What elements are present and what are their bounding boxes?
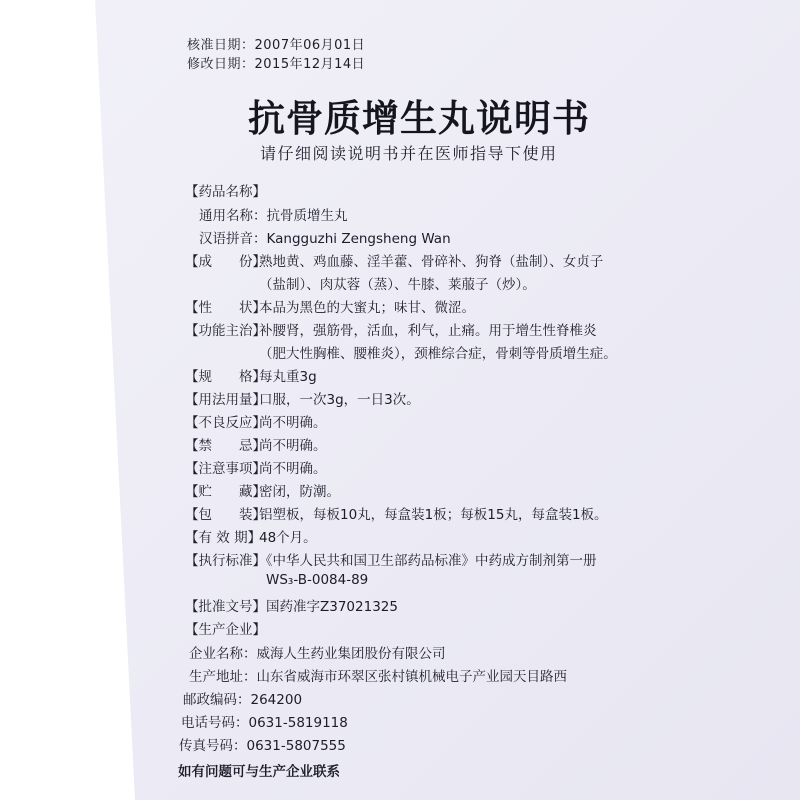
ingredients-line-1: 熟地黄、鸡血藤、淫羊藿、骨碎补、狗脊（盐制）、女贞子 bbox=[259, 254, 604, 270]
approval-date: 核准日期：2007年06月01日 bbox=[187, 38, 366, 53]
company-label: 企业名称： bbox=[189, 646, 257, 662]
phone-label: 电话号码： bbox=[181, 715, 249, 731]
date-block bbox=[187, 36, 365, 74]
footer-note: 如有问题可与生产企业联系 bbox=[178, 764, 340, 780]
indications-line-1: 补腰肾，强筋骨，活血，利气，止痛。用于增生性脊椎炎 bbox=[259, 323, 597, 339]
drug-name-heading: 【药品名称】 bbox=[185, 184, 266, 200]
package-value: 铝塑板，每板10丸，每盒装1板；每板15丸，每盒装1板。 bbox=[259, 507, 608, 523]
company-row bbox=[189, 642, 446, 662]
fax-label: 传真号码： bbox=[179, 738, 247, 754]
approval-number-label: 【批准文号】 bbox=[185, 599, 266, 615]
storage-label: 【贮 藏】 bbox=[185, 484, 266, 500]
adverse-label: 【不良反应】 bbox=[185, 415, 266, 431]
storage-value: 密闭，防潮。 bbox=[259, 484, 340, 500]
ingredients-line-2: （盐制）、肉苁蓉（蒸）、牛膝、莱菔子（炒）。 bbox=[259, 277, 536, 293]
properties-value: 本品为黑色的大蜜丸；味甘、微涩。 bbox=[259, 300, 475, 316]
approval-number-value: 国药准字Z37021325 bbox=[266, 599, 398, 615]
dosage-value: 口服，一次3g，一日3次。 bbox=[259, 392, 420, 408]
adverse-value: 尚不明确。 bbox=[259, 415, 327, 431]
fax-row bbox=[179, 734, 346, 754]
document-subtitle: 请仔细阅读说明书并在医师指导下使用 bbox=[260, 144, 558, 163]
address-row bbox=[189, 665, 567, 685]
pinyin-row bbox=[199, 227, 451, 247]
document-title: 抗骨质增生丸说明书 bbox=[248, 97, 590, 140]
precautions-label: 【注意事项】 bbox=[185, 461, 266, 477]
specification-label: 【规 格】 bbox=[185, 369, 266, 385]
dosage-label: 【用法用量】 bbox=[185, 392, 266, 408]
contraindications-value: 尚不明确。 bbox=[259, 438, 327, 454]
precautions-value: 尚不明确。 bbox=[259, 461, 327, 477]
validity-label: 【有 效 期】 bbox=[185, 530, 262, 546]
ingredients-label: 【成 份】 bbox=[185, 254, 266, 270]
postcode-value: 264200 bbox=[250, 692, 303, 708]
pinyin-value: Kangguzhi Zengsheng Wan bbox=[266, 231, 451, 247]
company-value: 威海人生药业集团股份有限公司 bbox=[256, 646, 446, 662]
phone-value: 0631-5819118 bbox=[248, 715, 348, 731]
fax-value: 0631-5807555 bbox=[246, 738, 346, 754]
standard-line-2: WS₃-B-0084-89 bbox=[266, 572, 369, 588]
validity-value: 48个月。 bbox=[259, 530, 317, 546]
properties-label: 【性 状】 bbox=[185, 300, 266, 316]
address-label: 生产地址： bbox=[189, 669, 257, 685]
generic-name-value: 抗骨质增生丸 bbox=[266, 208, 348, 224]
standard-label: 【执行标准】 bbox=[185, 553, 266, 569]
package-label: 【包 装】 bbox=[185, 507, 266, 523]
standard-line-1: 《中华人民共和国卫生部药品标准》中药成方制剂第一册 bbox=[259, 553, 597, 569]
contraindications-label: 【禁 忌】 bbox=[185, 438, 266, 454]
address-value: 山东省威海市环翠区张村镇机械电子产业园天目路西 bbox=[256, 669, 567, 685]
indications-line-2: （肥大性胸椎、腰椎炎），颈椎综合症，骨刺等骨质增生症。 bbox=[259, 346, 617, 362]
pinyin-label: 汉语拼音： bbox=[199, 231, 267, 247]
generic-name-label: 通用名称： bbox=[199, 208, 267, 224]
indications-label: 【功能主治】 bbox=[185, 323, 266, 339]
revision-date: 修改日期：2015年12月14日 bbox=[187, 57, 366, 72]
generic-name-row bbox=[199, 204, 348, 224]
manufacturer-heading: 【生产企业】 bbox=[185, 622, 266, 638]
postcode-row bbox=[183, 688, 302, 708]
postcode-label: 邮政编码： bbox=[183, 692, 251, 708]
phone-row bbox=[181, 711, 348, 731]
specification-value: 每丸重3g bbox=[259, 369, 317, 385]
